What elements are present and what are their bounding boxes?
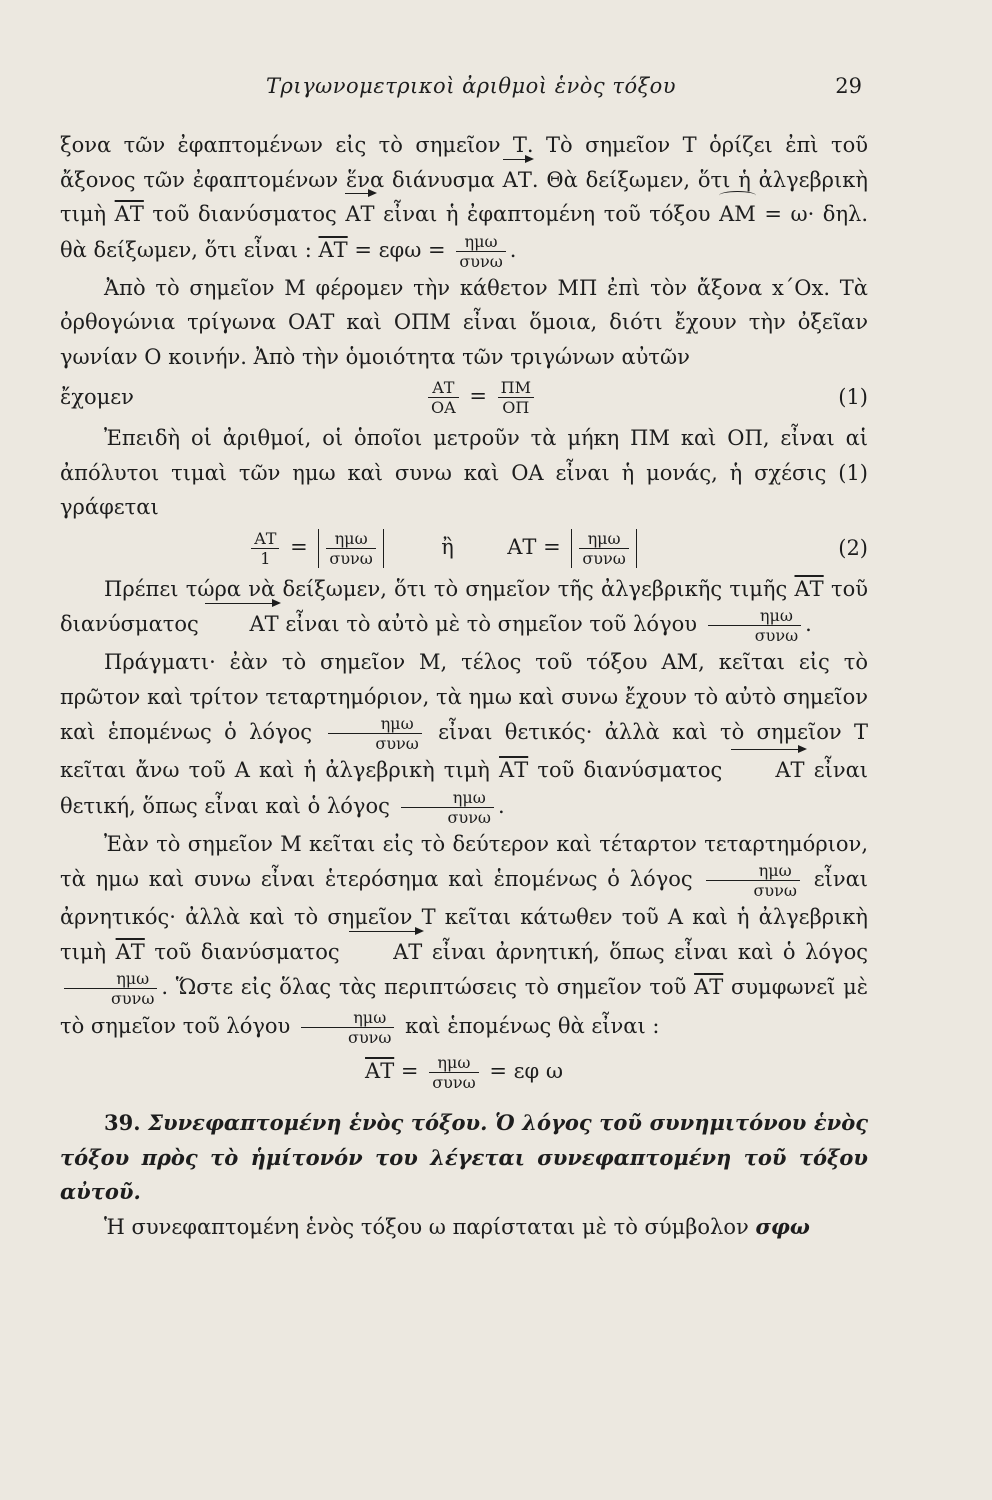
paragraph-6 xyxy=(60,827,868,1048)
overline-at: $\overline{AT}$ xyxy=(499,758,529,782)
running-header xyxy=(60,74,868,104)
denominator: ΟΠ xyxy=(502,398,530,417)
denominator: συνω xyxy=(432,1073,476,1092)
overline-at: $\overline{AT}$ xyxy=(318,237,348,262)
text-run: Πράγματι· ἐὰν τὸ σημεῖον Μ, τέλος τοῦ τόξου ΑΜ, κεῖται εἰς τὸ πρῶτον καὶ τρίτον τεταρτημόριον, τὰ ημω καὶ συνω ἔχουν τὸ αὐτὸ σημεῖον καὶ ἑπομένως ὁ λόγος xyxy=(60,650,868,744)
text-run: = εφω = xyxy=(354,237,446,262)
denominator: συνω xyxy=(348,1028,392,1047)
text-run: εἶναι θετική, ὅπως εἶναι καὶ ὁ λόγος xyxy=(60,758,868,818)
vector-at: ΑΤ xyxy=(205,607,278,642)
equation-body xyxy=(60,529,828,568)
overline-at: $\overline{AT}$ xyxy=(115,939,145,964)
overline-at: $\overline{AT}$ xyxy=(794,576,824,601)
paragraph-4 xyxy=(60,572,868,646)
numerator: ΑΤ xyxy=(251,529,279,549)
fraction xyxy=(706,861,799,900)
denominator: συνω xyxy=(753,881,797,900)
numerator: ημω xyxy=(579,529,628,549)
text-run: εἶναι ἀρνητική, ὅπως εἶναι καὶ ὁ λόγος xyxy=(431,939,868,964)
paragraph-1 xyxy=(60,128,868,271)
equals-sign: = xyxy=(469,384,487,408)
overline-at: $\overline{AT}$ xyxy=(365,1059,395,1083)
section-39 xyxy=(60,1106,868,1210)
absolute-value xyxy=(571,529,636,568)
text-run: εἶναι ἀρνητικός· ἀλλὰ καὶ τὸ σημεῖον Τ κεῖται κάτωθεν τοῦ Α καὶ ἡ ἀλγεβρικὴ τιμὴ xyxy=(60,867,868,964)
equation-1 xyxy=(60,378,868,417)
text-run: . Θὰ δείξωμεν, ὅτι ἡ ἀλγεβρικὴ τιμὴ xyxy=(60,167,868,226)
fraction xyxy=(428,378,459,417)
fraction xyxy=(498,378,534,417)
equation-label: ἔχομεν xyxy=(60,385,134,410)
numerator: ΠΜ xyxy=(498,378,534,398)
denominator: συνω xyxy=(754,626,799,645)
text-run: = ω· δηλ. θὰ δείξωμεν, ὅτι εἶναι : xyxy=(60,202,869,262)
text-run: ξονα τῶν ἐφαπτομένων εἰς τὸ σημεῖον Τ. Τὸ σημεῖον Τ ὁρίζει ἐπὶ τοῦ ἄξονος τῶν ἐφαπτομένων ἕνα διάνυσμα xyxy=(60,133,868,192)
text-run: . Ὥστε εἰς ὅλας τὰς περιπτώσεις τὸ σημεῖον τοῦ xyxy=(161,975,687,999)
equation-rhs: = εφ ω xyxy=(489,1059,563,1083)
numerator: ημω xyxy=(64,969,157,989)
paragraph-2: Ἀπὸ τὸ σημεῖον Μ φέρομεν τὴν κάθετον ΜΠ ἐπὶ τὸν ἄξονα x΄Ox. Τὰ ὀρθογώνια τρίγωνα ΟΑΤ καὶ ΟΠΜ εἶναι ὅμοια, διότι ἔχουν τὴν ὀξεῖαν γωνίαν Ο κοινήν. Ἀπὸ τὴν ὁμοιότητα τῶν τριγώνων αὐτῶν xyxy=(60,275,868,369)
numerator: ημω xyxy=(401,788,494,808)
equation-3 xyxy=(60,1053,868,1092)
text-run: τοῦ διανύσματος xyxy=(152,202,337,226)
text-run: Ἡ συνεφαπτομένη ἑνὸς τόξου ω παρίσταται μὲ τὸ σύμβολον xyxy=(104,1214,749,1239)
text-run: Ἐὰν τὸ σημεῖον Μ κεῖται εἰς τὸ δεύτερον καὶ τέταρτον τεταρτημόριον, τὰ ημω καὶ συνω εἶναι ἑτερόσημα καὶ ἑπομένως ὁ λόγος xyxy=(60,831,868,891)
fraction xyxy=(328,714,421,753)
text-run: εἶναι θετικός· ἀλλὰ καὶ τὸ σημεῖον Τ κεῖται ἄνω τοῦ Α καὶ ἡ ἀλγεβρικὴ τιμὴ xyxy=(60,720,868,782)
text-run: εἶναι τὸ αὐτὸ μὲ τὸ σημεῖον τοῦ λόγου xyxy=(285,612,698,636)
numerator: ημω xyxy=(326,529,375,549)
fraction xyxy=(401,788,494,827)
numerator: ημω xyxy=(301,1008,394,1028)
fraction xyxy=(708,606,801,645)
numerator: ημω xyxy=(706,861,799,881)
equation-number: (1) xyxy=(838,385,868,410)
section-number: 39. xyxy=(104,1110,141,1135)
numerator: ΑΤ xyxy=(428,378,459,398)
denominator: συνω xyxy=(459,251,503,271)
denominator: συνω xyxy=(582,548,626,568)
equals-sign: = xyxy=(290,534,308,559)
fraction xyxy=(251,529,279,568)
equation-number: (2) xyxy=(838,535,868,560)
denominator: συνω xyxy=(375,734,419,753)
overline-at: $\overline{AT}$ xyxy=(114,202,144,226)
fraction xyxy=(326,529,375,568)
denominator: συνω xyxy=(111,989,155,1008)
fraction xyxy=(301,1008,394,1047)
denominator: ΟΑ xyxy=(430,398,456,417)
vector-at: ΑΤ xyxy=(345,197,374,232)
fraction xyxy=(456,232,505,271)
text-run: συμφωνεῖ μὲ τὸ σημεῖον τοῦ λόγου xyxy=(60,975,868,1038)
cotangent-symbol: σφω xyxy=(755,1213,810,1239)
numerator: ημω xyxy=(328,714,421,734)
denominator: συνω xyxy=(447,807,491,827)
or-word: ἢ xyxy=(441,534,454,559)
section-definition: Ὁ λόγος τοῦ συνημιτόνου ἑνὸς τόξου πρὸς τὸ ἡμίτονόν του λέγεται συνεφαπτομένη τοῦ τόξου αὐτοῦ. xyxy=(60,1110,869,1204)
running-title: Τριγωνομετρικοὶ ἀριθμοὶ ἑνὸς τόξου xyxy=(266,74,677,98)
absolute-value xyxy=(318,529,383,568)
vector-at: ΑΤ xyxy=(731,753,804,788)
equation-2 xyxy=(60,529,868,568)
text-run: . xyxy=(805,612,812,636)
vector-at: ΑΤ xyxy=(503,163,532,198)
text-run: . xyxy=(509,237,517,262)
numerator: ημω xyxy=(429,1053,478,1073)
overline-at: $\overline{AT}$ xyxy=(694,975,724,999)
text-run: τοῦ διανύσματος xyxy=(154,939,340,964)
fraction xyxy=(579,529,628,568)
text-run: Πρέπει τώρα νὰ δείξωμεν, ὅτι τὸ σημεῖον τῆς ἀλγεβρικῆς τιμῆς xyxy=(104,576,788,601)
text-run: τοῦ διανύσματος xyxy=(60,576,868,636)
paragraph-7 xyxy=(60,1210,868,1245)
text-run: . xyxy=(497,793,505,818)
numerator: ημω xyxy=(456,232,505,252)
denominator: συνω xyxy=(329,548,373,568)
denominator: 1 xyxy=(260,548,271,568)
section-heading: Συνεφαπτομένη ἑνὸς τόξου. xyxy=(148,1110,488,1135)
text-run: καὶ ἑπομένως θὰ εἶναι : xyxy=(405,1014,660,1038)
text-run: εἶναι ἡ ἐφαπτομένη τοῦ τόξου xyxy=(383,202,711,226)
page-body xyxy=(60,128,868,1244)
page-number: 29 xyxy=(835,74,862,98)
fraction xyxy=(429,1053,478,1092)
arc-am: ΑΜ xyxy=(719,197,756,232)
equation-body xyxy=(134,378,828,417)
paragraph-3: Ἐπειδὴ οἱ ἀριθμοί, οἱ ὁποῖοι μετροῦν τὰ μήκη ΠΜ καὶ ΟΠ, εἶναι αἱ ἀπόλυτοι τιμαὶ τῶν ημω καὶ συνω καὶ ΟΑ εἶναι ἡ μονάς, ἡ σχέσις (1) γράφεται xyxy=(60,426,868,519)
vector-at: ΑΤ xyxy=(349,935,422,970)
fraction xyxy=(64,969,157,1008)
equals-sign: = xyxy=(400,1059,419,1083)
numerator: ημω xyxy=(708,606,801,626)
paragraph-5 xyxy=(60,645,868,827)
equation-lhs: ΑΤ = xyxy=(507,534,561,559)
text-run: τοῦ διανύσματος xyxy=(537,758,723,782)
